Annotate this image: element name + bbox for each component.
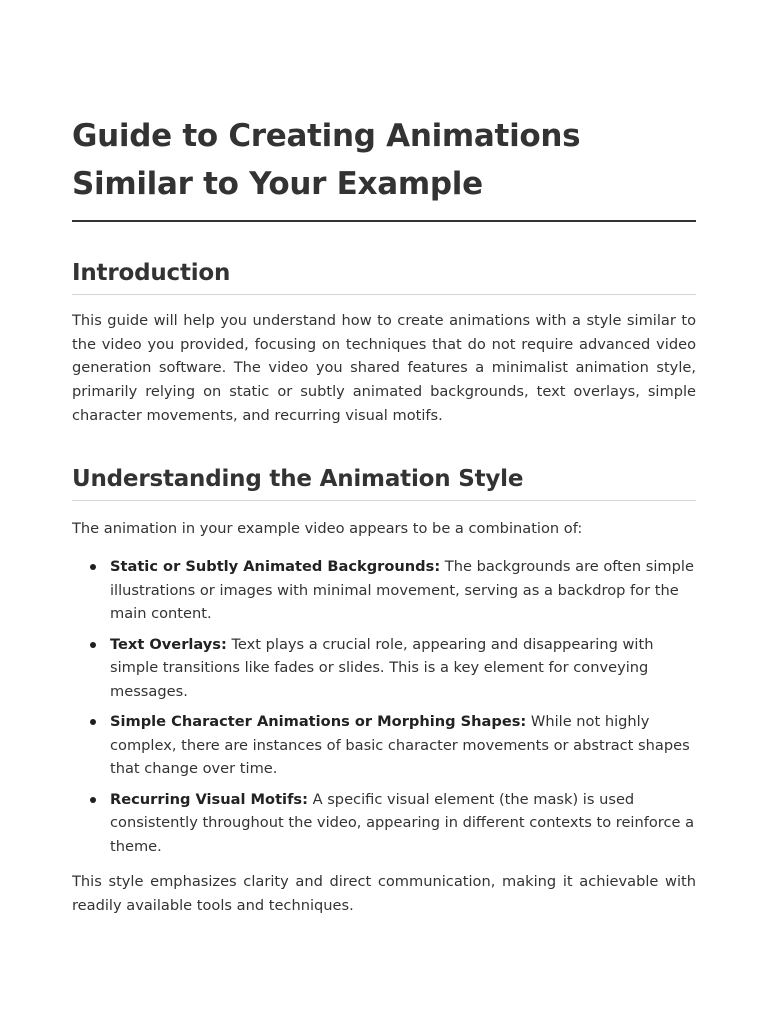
list-item [110,633,696,704]
bullet-icon [90,797,96,803]
page-title: Guide to Creating Animations Similar to Your Example [72,118,581,202]
list-item-term: Static or Subtly Animated Backgrounds: [110,558,441,576]
section-divider [72,500,696,501]
list-item [110,710,696,781]
list-item-text: The backgrounds are often simple illustrations or images with minimal movement, serving as a backdrop for the main content. [110,558,694,623]
section-heading-introduction: Introduction [72,260,231,286]
list-item-term: Text Overlays: [110,635,227,653]
introduction-paragraph: This guide will help you understand how to create animations with a style similar to the video you provided, focusing on techniques that do not require advanced video generation software. The video you shared features a minimalist animation style, primarily relying on static or subtly animated backgrounds, text overlays, simple character movements, and recurring visual motifs. [72,312,696,424]
list-item-text: Text plays a crucial role, appearing and disappearing with simple transitions like fades or slides. This is a key element for conveying messages. [110,635,654,700]
title-divider [72,220,696,222]
bullet-icon [90,564,96,570]
animation-style-lead: The animation in your example video appears to be a combination of: [72,519,583,537]
list-item-term: Recurring Visual Motifs: [110,790,308,808]
animation-style-closing: This style emphasizes clarity and direct communication, making it achievable with readily available tools and techniques. [72,873,696,914]
list-item [110,788,696,859]
section-heading-animation-style: Understanding the Animation Style [72,465,524,492]
animation-style-list [72,555,696,858]
list-item-text: A specific visual element (the mask) is used consistently throughout the video, appearing in different contexts to reinforce a theme. [110,790,695,855]
list-item-term: Simple Character Animations or Morphing Shapes: [110,713,527,731]
list-item-text: While not highly complex, there are instances of basic character movements or abstract shapes that change over time. [110,713,690,778]
list-item [110,555,696,626]
bullet-icon [90,719,96,725]
bullet-icon [90,642,96,648]
section-divider [72,294,696,295]
